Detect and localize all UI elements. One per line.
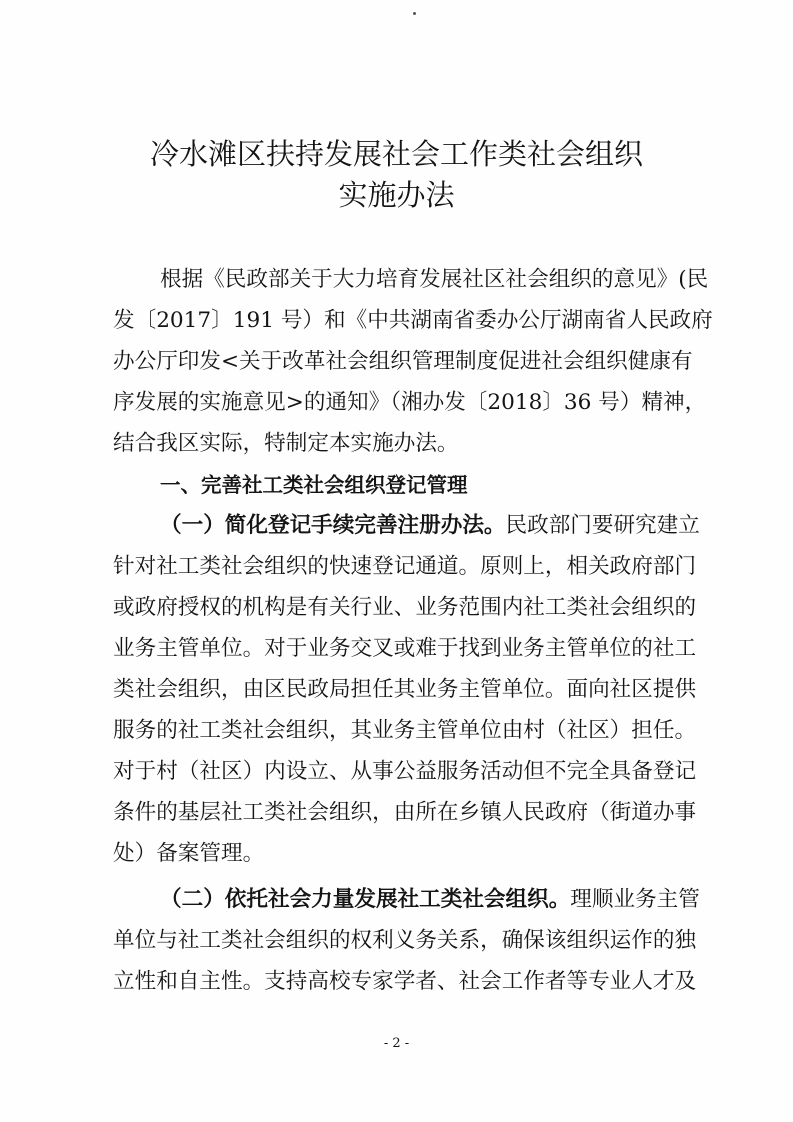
page-number: - 2 - <box>383 1036 410 1051</box>
para-2-first-rest: 理顺业务主管 <box>570 887 700 912</box>
para-1-line-5: 类社会组织，由区民政局担任其业务主管单位。面向社区提供 <box>113 677 697 702</box>
intro-line-2: 发〔2017〕191 号）和《中共湖南省委办公厅湖南省人民政府 <box>113 308 713 333</box>
scan-speck <box>413 12 416 15</box>
para-1-line-4: 业务主管单位。对于业务交叉或难于找到业务主管单位的社工 <box>113 636 697 661</box>
document-title-line-1: 冷水滩区扶持发展社会工作类社会组织 <box>149 137 643 171</box>
para-1-line-3: 或政府授权的机构是有关行业、业务范围内社工类社会组织的 <box>113 595 697 620</box>
intro-line-3: 办公厅印发<关于改革社会组织管理制度促进社会组织健康有 <box>113 349 693 374</box>
document-title-line-2: 实施办法 <box>338 178 455 212</box>
section-1-heading: 一、完善社工类社会组织登记管理 <box>160 473 468 497</box>
para-2-line-2: 单位与社工类社会组织的权利义务关系，确保该组织运作的独 <box>113 928 697 953</box>
para-2-lead: （二）依托社会力量发展社工类社会组织。 <box>160 887 571 912</box>
para-1-line-7: 对于村（社区）内设立、从事公益服务活动但不完全具备登记 <box>113 759 697 784</box>
para-1-lead: （一）简化登记手续完善注册办法。 <box>160 513 506 538</box>
para-2-line-3: 立性和自主性。支持高校专家学者、社会工作者等专业人才及 <box>113 969 697 994</box>
para-1-line-1 <box>160 511 700 541</box>
intro-line-1: 根据《民政部关于大力培育发展社区社会组织的意见》(民 <box>160 267 709 292</box>
intro-line-5: 结合我区实际，特制定本实施办法。 <box>113 431 459 456</box>
intro-line-4: 序发展的实施意见>的通知》（湘办发〔2018〕36 号）精神， <box>113 390 707 415</box>
para-1-line-2: 针对社工类社会组织的快速登记通道。原则上，相关政府部门 <box>113 554 697 579</box>
para-1-line-8: 条件的基层社工类社会组织，由所在乡镇人民政府（街道办事 <box>113 800 697 825</box>
para-1-first-rest: 民政部门要研究建立 <box>505 513 700 538</box>
para-1-line-9: 处）备案管理。 <box>113 841 265 866</box>
para-1-line-6: 服务的社工类社会组织，其业务主管单位由村（社区）担任。 <box>113 718 697 743</box>
para-2-line-1 <box>160 885 700 915</box>
